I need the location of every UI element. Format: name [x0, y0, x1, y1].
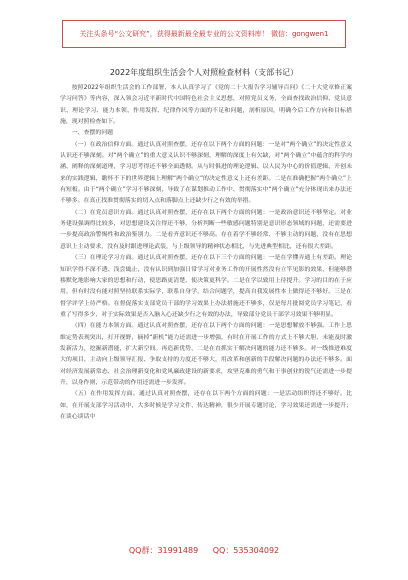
qq-number-text: QQ：535304092: [212, 546, 280, 555]
paragraph-ability: （四）在能力本领方面。通过认真对照查摆，还存在以下两个方面的问题：一是思想解放不够强。工作上思维定势表现突出，打开视野，摘掉“新机”能力还需进一步增强，有时在开展工作的方式上不够大胆，未能及时激发新活力，挖掘新潜能，扩大新空间。再造新优势，二是在直抓实干解决问题的能力还不够多。对一线推进难度大的项目，主动向上级领导汇报、争取支持的力度还不够大，用改革和创新的手段解决问题的办法还不够多。面对经济发展新常态、社会治理新变化和党风廉政建设的新要求，攻坚克难的勇气和干事创业的锐气还需进一步提升，以身作则，示范带动的作用还需进一步发挥。: [60, 323, 352, 386]
promo-banner-text: 关注头条号“公文研究”，获得最新最全最专业的公文资料库！ 微信：gongwen1: [79, 29, 329, 38]
document-body: [60, 83, 352, 423]
intro-paragraph: 按照2022年组织生活会的工作部署，本人认真学习了《党的二十大报告学习辅导百问》《二十大党章修正案学习问答》等内容，深入领会习近平新时代中国特色社会主义思想，对照党员义务，全面查找政治信仰、党员意识、理论学习、能力本领、作用发挥、纪律作风等方面的不足和问题，剖析原因，明确今后工作方向和目标措施，现对照检查如下。: [60, 85, 352, 126]
paragraph-role: （五）在作用发挥方面。通过认真对照查摆，还存在以下两个方面的问题：一是活动组织得还不够好。比如，在开展支部学习活动中，大多时候是学习文件、传达精神，很少开展专题讨论，学习效果还需进一步提升；在谈心谈话中: [60, 391, 352, 420]
promo-banner: [62, 20, 346, 48]
paragraph-party-awareness: （二）在党员意识方面。通过认真对照查摆，还存在以下两个方面的问题：一是政治意识还不够坚定。对业务建设强调得比较多，对思想建设关注得还不够，分析判断一些敏感问题特别是意识形态领域的问题，还需要进一步提高政治警惕性和政治鉴别力。二是看齐意识还不够高。存在着学不够经常、不够主动的问题，没有在思想意识上主动要求，没有及时跟进理论武装，与上级领导的精神状态相比，与先进典型相比，还有很大差距。: [60, 209, 352, 250]
document-title: 2022年度组织生活会个人对照检查材料（支部书记）: [109, 68, 299, 77]
contact-footer: [0, 545, 408, 556]
paragraph-political-belief: （一）在政治信仰方面。通过认真对照查摆，还存在以下两个方面的问题：一是对“两个确立”的决定性意义认识还不够深刻。对“两个确立”的重大意义认识不够深刻，理解的深度上有欠缺，对“两个确立”中蕴含的科学内涵、阐释的深刻道理，学习思考得还不够全面透彻。从与时俱进的理论逻辑、以人民为中心的价值逻辑、开创未来的实践逻辑，瞻怀不下的世界逻辑上理解“两个确立”的决定性意义上还有差距。二是在准确把握“两个确立”上有短板。由于“两个确立”学习不够深刻，导致了在谋划推动工作中、贯彻落实中“两个确立”充分体现出来办法还不够多。在真正找准贯彻落实的切入点和落脚点上还缺少行之有效的举措。: [60, 141, 352, 205]
section-heading: 一、查摆的问题: [71, 130, 114, 137]
qq-group-text: QQ群：31991489: [128, 546, 199, 555]
paragraph-theory-study: （三）在理论学习方面。通过认真对照查摆，还存在以下三个方面的问题：一是在学懂弄通上有差距。理论知识学得不深不透、浅尝辄止，没有认识到加强日常学习对业务工作的开展性然没有立竿见影的效果，但能够潜移默化地影响大家的思想和行动，使思路更清楚，使决策更科学。二是在学以致用上待提升。学习的目的在于应用，但有时没有能对照坚持联系实际学，联系自身学，结合问题学，提高自我发展性本上做得还不够好。三是在督学评学上待严格。在督促落实支部党员干部的学习效果上办法措施还不够多，仅是每月批阅党员学习笔记，看重了写得多少，对于实际效果是否入脑入心还缺少行之有效的办法，导致部分党员干部学习效果不够明显。: [60, 255, 352, 318]
